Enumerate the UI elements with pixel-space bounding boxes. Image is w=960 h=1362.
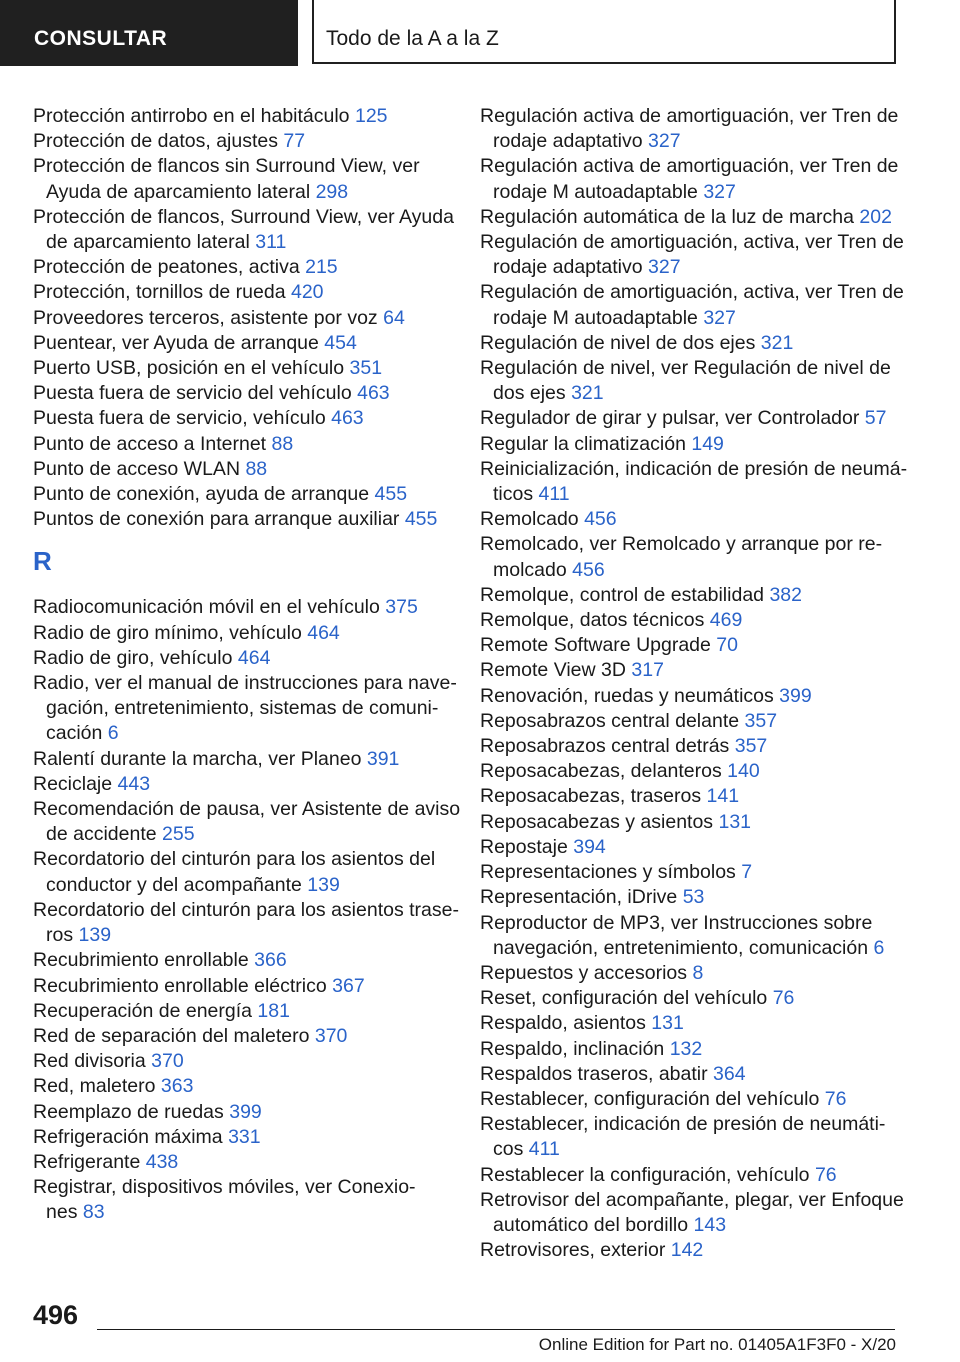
- index-entry: [33, 1049, 453, 1074]
- index-entry: [33, 432, 453, 457]
- index-entry: [480, 835, 900, 860]
- entry-text: Regulación de nivel de dos ejes: [480, 331, 756, 354]
- index-entry: [33, 507, 453, 532]
- entry-text: Puesta fuera de servicio, vehículo: [33, 407, 326, 430]
- entry-text: Repostaje: [480, 835, 568, 858]
- entry-text: Reemplazo de ruedas: [33, 1100, 224, 1123]
- index-entry: [480, 104, 900, 154]
- page-link[interactable]: 399: [779, 684, 812, 707]
- index-entry: [33, 1150, 453, 1175]
- index-entry: [480, 608, 900, 633]
- entry-text: molcado: [493, 558, 567, 581]
- page-link[interactable]: 132: [669, 1037, 703, 1060]
- index-entry: [480, 734, 900, 759]
- index-entry: [480, 154, 900, 204]
- index-entry: [480, 583, 900, 608]
- index-entry: [480, 684, 900, 709]
- page-link[interactable]: 76: [824, 1087, 847, 1110]
- page-link[interactable]: 370: [314, 1024, 348, 1047]
- entry-text: Red divisoria: [33, 1050, 146, 1073]
- entry-text: Recubrimiento enrollable: [33, 949, 249, 972]
- page-link[interactable]: 139: [307, 873, 340, 896]
- index-entry: [480, 356, 900, 406]
- entry-text: de accidente: [46, 823, 157, 846]
- entry-text: Reposacabezas, traseros: [480, 785, 702, 808]
- entry-text: conductor y del acompañante: [46, 873, 302, 896]
- page-link[interactable]: 143: [693, 1213, 727, 1236]
- page-link[interactable]: 364: [713, 1062, 746, 1085]
- page-link[interactable]: 131: [651, 1012, 684, 1035]
- section-tab[interactable]: CONSULTAR: [0, 0, 298, 66]
- page-link[interactable]: 420: [290, 281, 324, 304]
- page-link[interactable]: 311: [255, 231, 287, 254]
- page-link[interactable]: 382: [769, 583, 802, 606]
- page-link[interactable]: 357: [734, 735, 768, 758]
- entry-text: Radio, ver el manual de instrucciones para nave-: [33, 672, 457, 695]
- entry-text: Regulación activa de amortiguación, ver Tren de: [480, 105, 899, 127]
- page-link[interactable]: 456: [584, 508, 617, 531]
- page-link[interactable]: 391: [366, 747, 400, 770]
- entry-text: Recordatorio del cinturón para los asientos del: [33, 848, 436, 871]
- index-entry: [33, 1024, 453, 1049]
- index-entry: [480, 911, 900, 961]
- entry-text: Recuperación de energía: [33, 999, 252, 1022]
- index-entry: [33, 948, 453, 973]
- entry-text: Recordatorio del cinturón para los asientos trase-: [33, 898, 459, 921]
- index-entry: [33, 898, 459, 948]
- entry-text: Retrovisor del acompañante, plegar, ver Enfoque: [480, 1188, 904, 1211]
- entry-text: Puesta fuera de servicio del vehículo: [33, 382, 352, 405]
- index-entry: [33, 457, 453, 482]
- entry-text: Reinicialización, indicación de presión de neumá-: [480, 457, 908, 480]
- index-column-left: [33, 104, 461, 1226]
- index-entry: [480, 1238, 900, 1263]
- page-link[interactable]: 77: [283, 130, 306, 153]
- index-entry: [33, 772, 453, 797]
- page-link[interactable]: 375: [385, 596, 418, 619]
- entry-text: Reposabrazos central detrás: [480, 735, 730, 758]
- index-entry: [480, 860, 900, 885]
- section-letter: R: [33, 546, 52, 577]
- entry-text: Reposabrazos central delante: [480, 709, 740, 732]
- index-entry: [480, 532, 900, 582]
- entry-text: Protección de flancos sin Surround View, ver: [33, 155, 420, 178]
- index-entry: [33, 482, 453, 507]
- entry-text: Regulación de amortiguación, activa, ver Tren de: [480, 281, 904, 304]
- entry-text: nes: [46, 1201, 78, 1224]
- entry-text: Regulación de nivel, ver Regulación de nivel de: [480, 357, 891, 380]
- entry-text: Representación, iDrive: [480, 886, 678, 909]
- index-entry: [33, 747, 453, 772]
- index-entry: [480, 406, 900, 431]
- index-entry: [480, 205, 900, 230]
- entry-text: Reciclaje: [33, 772, 113, 795]
- index-entry: [33, 381, 453, 406]
- page-link[interactable]: 464: [307, 621, 340, 644]
- entry-text: Remolque, control de estabilidad: [480, 583, 765, 606]
- entry-text: Puntos de conexión para arranque auxiliar: [33, 508, 400, 531]
- entry-text: Refrigeración máxima: [33, 1125, 223, 1148]
- entries-right: [480, 104, 908, 1263]
- entry-text: Regulación activa de amortiguación, ver Tren de: [480, 155, 899, 178]
- page-link[interactable]: 139: [78, 924, 112, 947]
- entry-text: Red de separación del maletero: [33, 1024, 310, 1047]
- page-link[interactable]: 455: [374, 483, 408, 506]
- page-link[interactable]: 327: [648, 256, 681, 279]
- index-entry: [480, 1188, 904, 1238]
- entry-text: Respaldo, asientos: [480, 1012, 646, 1035]
- entry-text: Protección de peatones, activa: [33, 256, 300, 279]
- page-link[interactable]: 76: [772, 987, 795, 1010]
- index-entry: [480, 961, 900, 986]
- entry-text: Regulación de amortiguación, activa, ver Tren de: [480, 231, 904, 254]
- index-entry: [33, 280, 453, 305]
- index-entry: [480, 810, 900, 835]
- page-link[interactable]: 57: [864, 407, 887, 430]
- entry-text: Remolcado, ver Remolcado y arranque por re-: [480, 533, 883, 556]
- entry-text: Reposacabezas, delanteros: [480, 760, 722, 783]
- index-entry: [33, 154, 453, 204]
- entry-text: Restablecer, indicación de presión de neumáti-: [480, 1113, 886, 1136]
- index-entry: [33, 255, 453, 280]
- page-link[interactable]: 317: [631, 659, 664, 682]
- page-link[interactable]: 83: [82, 1201, 105, 1224]
- entry-text: Respaldo, inclinación: [480, 1037, 665, 1060]
- entry-text: Remolcado: [480, 508, 579, 531]
- page-link[interactable]: 125: [354, 105, 388, 127]
- entry-text: Protección antirrobo en el habitáculo: [33, 105, 350, 127]
- index-entry: [33, 129, 453, 154]
- page-header: [0, 0, 960, 66]
- page-link[interactable]: 327: [703, 180, 736, 203]
- index-entry: [33, 1100, 453, 1125]
- entry-text: Ralentí durante la marcha, ver Planeo: [33, 747, 362, 770]
- index-entry: [33, 621, 453, 646]
- entry-text: Registrar, dispositivos móviles, ver Conexio-: [33, 1176, 416, 1199]
- entry-text: Radio de giro, vehículo: [33, 646, 233, 669]
- entry-text: rodaje M autoadaptable: [493, 306, 698, 329]
- entry-text: Respaldos traseros, abatir: [480, 1062, 708, 1085]
- page-link[interactable]: 469: [709, 609, 743, 632]
- index-entry: [480, 986, 900, 1011]
- entry-text: cación: [46, 722, 103, 745]
- entry-text: Reproductor de MP3, ver Instrucciones sobre: [480, 911, 873, 934]
- entry-text: Punto de acceso WLAN: [33, 457, 241, 480]
- index-entry: [33, 406, 453, 431]
- page-link[interactable]: 455: [404, 508, 438, 531]
- index-entry: [33, 797, 461, 847]
- page-link[interactable]: 411: [538, 483, 570, 506]
- entry-text: Renovación, ruedas y neumáticos: [480, 684, 774, 707]
- page-link[interactable]: 255: [162, 823, 195, 846]
- page-link[interactable]: 88: [271, 432, 294, 455]
- page-link[interactable]: 454: [324, 331, 357, 354]
- entry-text: rodaje adaptativo: [493, 130, 643, 153]
- index-entry: [33, 1125, 453, 1150]
- entry-text: Refrigerante: [33, 1150, 141, 1173]
- index-entry: [33, 847, 453, 897]
- entries-r: [33, 595, 461, 1225]
- page-link[interactable]: 149: [691, 432, 724, 455]
- entry-text: Remolque, datos técnicos: [480, 609, 705, 632]
- index-entry: [480, 709, 900, 734]
- index-entry: [480, 280, 904, 330]
- page-link[interactable]: 181: [257, 999, 290, 1022]
- entry-text: Restablecer, configuración del vehículo: [480, 1087, 820, 1110]
- index-entry: [480, 1062, 900, 1087]
- entry-text: Puerto USB, posición en el vehículo: [33, 357, 345, 380]
- index-entry: [33, 1074, 453, 1099]
- index-entry: [33, 356, 453, 381]
- index-entry: [33, 306, 453, 331]
- index-entry: [480, 1011, 900, 1036]
- index-entry: [480, 784, 900, 809]
- entry-text: rodaje adaptativo: [493, 256, 643, 279]
- entry-text: Recubrimiento enrollable eléctrico: [33, 974, 327, 997]
- index-entry: [480, 1087, 900, 1112]
- page-link[interactable]: 6: [873, 936, 885, 959]
- entry-text: Protección de flancos, Surround View, ver Ayuda: [33, 205, 454, 228]
- entry-text: ros: [46, 924, 74, 947]
- index-entry: [33, 595, 453, 620]
- page-link[interactable]: 298: [315, 180, 349, 203]
- entry-text: Radio de giro mínimo, vehículo: [33, 621, 302, 644]
- entry-text: automático del bordillo: [493, 1213, 689, 1236]
- page-link[interactable]: 6: [107, 722, 119, 745]
- entry-text: Representaciones y símbolos: [480, 861, 736, 884]
- entry-text: Reposacabezas y asientos: [480, 810, 714, 833]
- page-link[interactable]: 399: [229, 1100, 262, 1123]
- page-link[interactable]: 321: [760, 331, 794, 354]
- page-link[interactable]: 370: [151, 1050, 184, 1073]
- page-link[interactable]: 140: [727, 760, 760, 783]
- index-entry: [480, 1037, 900, 1062]
- entry-text: Retrovisores, exterior: [480, 1239, 666, 1262]
- index-entry: [33, 205, 453, 255]
- entry-text: Recomendación de pausa, ver Asistente de aviso: [33, 798, 461, 821]
- index-entry: [480, 331, 900, 356]
- page-link[interactable]: 464: [237, 646, 271, 669]
- entry-text: Regulación automática de la luz de marcha: [480, 205, 854, 228]
- page-link[interactable]: 88: [245, 457, 268, 480]
- entry-text: Remote View 3D: [480, 659, 626, 682]
- page-link[interactable]: 53: [682, 886, 705, 909]
- page-link[interactable]: 327: [703, 306, 736, 329]
- page-link[interactable]: 443: [117, 772, 151, 795]
- index-entry: [33, 104, 453, 129]
- page-link[interactable]: 463: [357, 382, 390, 405]
- entry-text: Punto de acceso a Internet: [33, 432, 267, 455]
- index-entry: [480, 507, 900, 532]
- index-entry: [480, 633, 900, 658]
- page-link[interactable]: 351: [349, 357, 383, 380]
- page-link[interactable]: 321: [571, 382, 604, 405]
- entry-text: Restablecer la configuración, vehículo: [480, 1163, 810, 1186]
- index-entry: [480, 759, 900, 784]
- page-link[interactable]: 367: [332, 974, 365, 997]
- entry-text: dos ejes: [493, 382, 566, 405]
- page-link[interactable]: 131: [718, 810, 752, 833]
- entry-text: navegación, entretenimiento, comunicación: [493, 936, 869, 959]
- index-entry: [33, 1175, 453, 1225]
- page-link[interactable]: 141: [706, 785, 740, 808]
- entry-text: ticos: [493, 483, 534, 506]
- index-entry: [480, 230, 904, 280]
- index-entry: [480, 885, 900, 910]
- entries-p: [33, 104, 453, 532]
- page-link[interactable]: 76: [814, 1163, 837, 1186]
- page-link[interactable]: 142: [670, 1239, 704, 1262]
- page-link[interactable]: 363: [160, 1075, 194, 1098]
- index-entry: [33, 974, 453, 999]
- entry-text: de aparcamiento lateral: [46, 231, 250, 254]
- entry-text: Repuestos y accesorios: [480, 961, 688, 984]
- chapter-title: Todo de la A a la Z: [312, 0, 896, 64]
- page-link[interactable]: 456: [572, 558, 605, 581]
- page-link[interactable]: 327: [648, 130, 681, 153]
- page-number: 496: [33, 1300, 79, 1330]
- index-entry: [33, 646, 453, 671]
- page-link[interactable]: 366: [254, 949, 287, 972]
- page-link[interactable]: 411: [528, 1138, 560, 1161]
- entry-text: Radiocomunicación móvil en el vehículo: [33, 596, 380, 619]
- page-link[interactable]: 331: [228, 1125, 261, 1148]
- page-link[interactable]: 463: [331, 407, 364, 430]
- index-entry: [33, 331, 453, 356]
- entry-text: Proveedores terceros, asistente por voz: [33, 306, 378, 329]
- page-link[interactable]: 394: [573, 835, 606, 858]
- index-entry: [480, 432, 900, 457]
- page-link[interactable]: 70: [716, 634, 738, 657]
- page-link[interactable]: 202: [859, 205, 892, 228]
- index-entry: [33, 999, 453, 1024]
- entry-text: gación, entretenimiento, sistemas de comuni-: [46, 697, 439, 720]
- entry-text: cos: [493, 1138, 524, 1161]
- page-link[interactable]: 438: [145, 1150, 179, 1173]
- entry-text: Regulador de girar y pulsar, ver Controlador: [480, 407, 860, 430]
- entry-text: rodaje M autoadaptable: [493, 180, 698, 203]
- index-entry: [480, 1112, 900, 1162]
- index-entry: [480, 1163, 900, 1188]
- edition-footer: Online Edition for Part no. 01405A1F3F0 - X/20: [538, 1335, 896, 1354]
- entry-text: Regular la climatización: [480, 432, 686, 455]
- entry-text: Protección de datos, ajustes: [33, 130, 278, 153]
- page-link[interactable]: 7: [741, 861, 753, 884]
- index-column-right: [480, 104, 908, 1263]
- page-link[interactable]: 8: [692, 961, 704, 984]
- index-entry: [480, 457, 908, 507]
- entry-text: Ayuda de aparcamiento lateral: [46, 180, 311, 203]
- entry-text: Reset, configuración del vehículo: [480, 987, 768, 1010]
- entry-text: Red, maletero: [33, 1075, 156, 1098]
- index-entry: [480, 658, 900, 683]
- page-link[interactable]: 357: [744, 709, 778, 732]
- entry-text: Puentear, ver Ayuda de arranque: [33, 331, 319, 354]
- footer-divider: [97, 1329, 895, 1330]
- entry-text: Punto de conexión, ayuda de arranque: [33, 483, 370, 506]
- page-link[interactable]: 215: [305, 256, 338, 279]
- entry-text: Protección, tornillos de rueda: [33, 281, 286, 304]
- index-entry: [33, 671, 457, 747]
- entry-text: Remote Software Upgrade: [480, 634, 711, 657]
- page-link[interactable]: 64: [383, 306, 405, 329]
